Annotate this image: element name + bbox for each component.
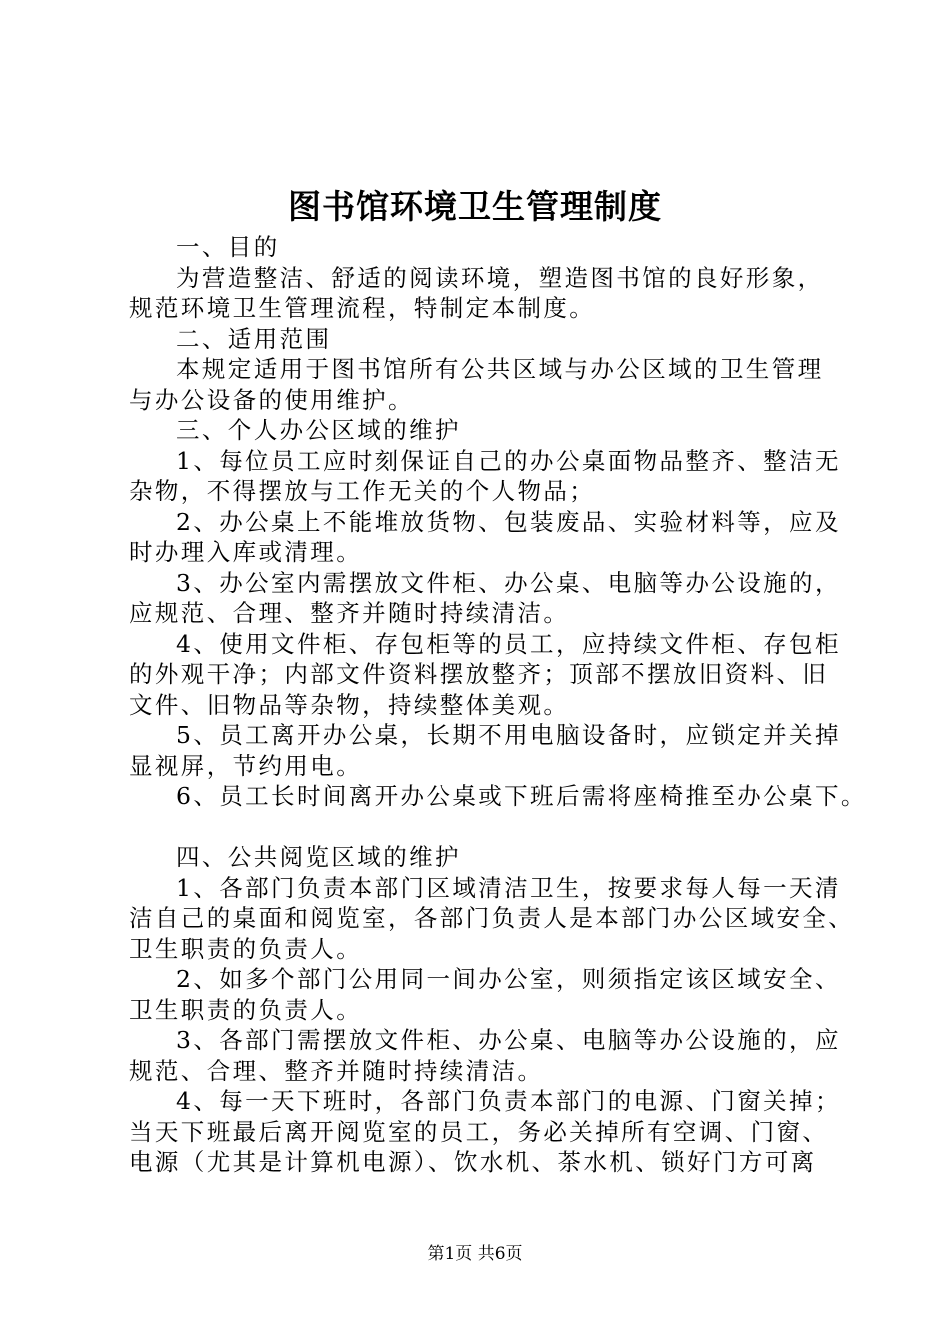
text-line: 本规定适用于图书馆所有公共区域与办公区域的卫生管理 <box>176 355 824 383</box>
paragraph <box>129 873 855 965</box>
blank-line <box>129 812 841 843</box>
text-line: 文件、旧物品等杂物，持续整体美观。 <box>129 690 570 719</box>
text-line: 4、使用文件柜、存包柜等的员工，应持续文件柜、存包柜 <box>176 629 841 658</box>
text-line: 三、个人办公区域的维护 <box>176 416 461 444</box>
text-line: 为营造整洁、舒适的阅读环境，塑造图书馆的良好形象， <box>176 263 824 292</box>
paragraph <box>129 629 841 721</box>
text-line: 显视屏，节约用电。 <box>129 751 363 780</box>
paragraph <box>129 1025 841 1086</box>
document-body <box>129 232 867 1178</box>
paragraph <box>129 568 841 629</box>
text-line: 卫生职责的负责人。 <box>129 934 363 963</box>
text-line: 的外观干净；内部文件资料摆放整齐；顶部不摆放旧资料、旧 <box>129 660 829 688</box>
text-line: 卫生职责的负责人。 <box>129 995 363 1024</box>
text-line: 杂物，不得摆放与工作无关的个人物品； <box>129 477 596 505</box>
text-line: 一、目的 <box>176 233 280 261</box>
paragraph <box>129 1086 841 1178</box>
text-line: 电源（尤其是计算机电源）、饮水机、茶水机、锁好门方可离 <box>129 1148 817 1176</box>
paragraph <box>129 415 841 446</box>
text-line: 洁自己的桌面和阅览室，各部门负责人是本部门办公区域安全、 <box>129 904 855 932</box>
text-line: 规范、合理、整齐并随时持续清洁。 <box>129 1056 544 1085</box>
paragraph <box>129 446 841 507</box>
text-line: 2、办公桌上不能堆放货物、包装废品、实验材料等，应及 <box>176 507 841 536</box>
text-line: 二、适用范围 <box>176 324 332 353</box>
text-line: 6、员工长时间离开办公桌或下班后需将座椅推至办公桌下。 <box>176 782 867 810</box>
text-line: 四、公共阅览区域的维护 <box>176 843 461 871</box>
paragraph <box>129 507 841 568</box>
text-line: 1、每位员工应时刻保证自己的办公桌面物品整齐、整洁无 <box>176 446 841 475</box>
paragraph <box>129 842 841 873</box>
text-line: 规范环境卫生管理流程，特制定本制度。 <box>129 294 596 322</box>
text-line: 应规范、合理、整齐并随时持续清洁。 <box>129 599 570 627</box>
text-line: 当天下班最后离开阅览室的员工，务必关掉所有空调、门窗、 <box>129 1117 829 1146</box>
paragraph <box>129 720 841 781</box>
paragraph <box>129 324 841 355</box>
paragraph <box>129 781 867 812</box>
document-title: 图书馆环境卫生管理制度 <box>288 187 662 226</box>
paragraph <box>129 263 841 324</box>
paragraph <box>129 354 841 415</box>
paragraph <box>129 964 841 1025</box>
text-line: 5、员工离开办公桌，长期不用电脑设备时，应锁定并关掉 <box>176 721 841 749</box>
text-line: 4、每一天下班时，各部门负责本部门的电源、门窗关掉； <box>176 1087 841 1115</box>
paragraph <box>129 232 841 263</box>
text-line: 1、各部门负责本部门区域清洁卫生，按要求每人每一天清 <box>176 873 841 902</box>
text-line: 与办公设备的使用维护。 <box>129 385 414 414</box>
text-line: 3、各部门需摆放文件柜、办公桌、电脑等办公设施的，应 <box>176 1026 841 1054</box>
text-line: 3、办公室内需摆放文件柜、办公桌、电脑等办公设施的， <box>176 568 841 597</box>
text-line: 时办理入库或清理。 <box>129 538 363 566</box>
page-footer: 第1页 共6页 <box>427 1244 523 1264</box>
text-line: 2、如多个部门公用同一间办公室，则须指定该区域安全、 <box>176 965 841 993</box>
